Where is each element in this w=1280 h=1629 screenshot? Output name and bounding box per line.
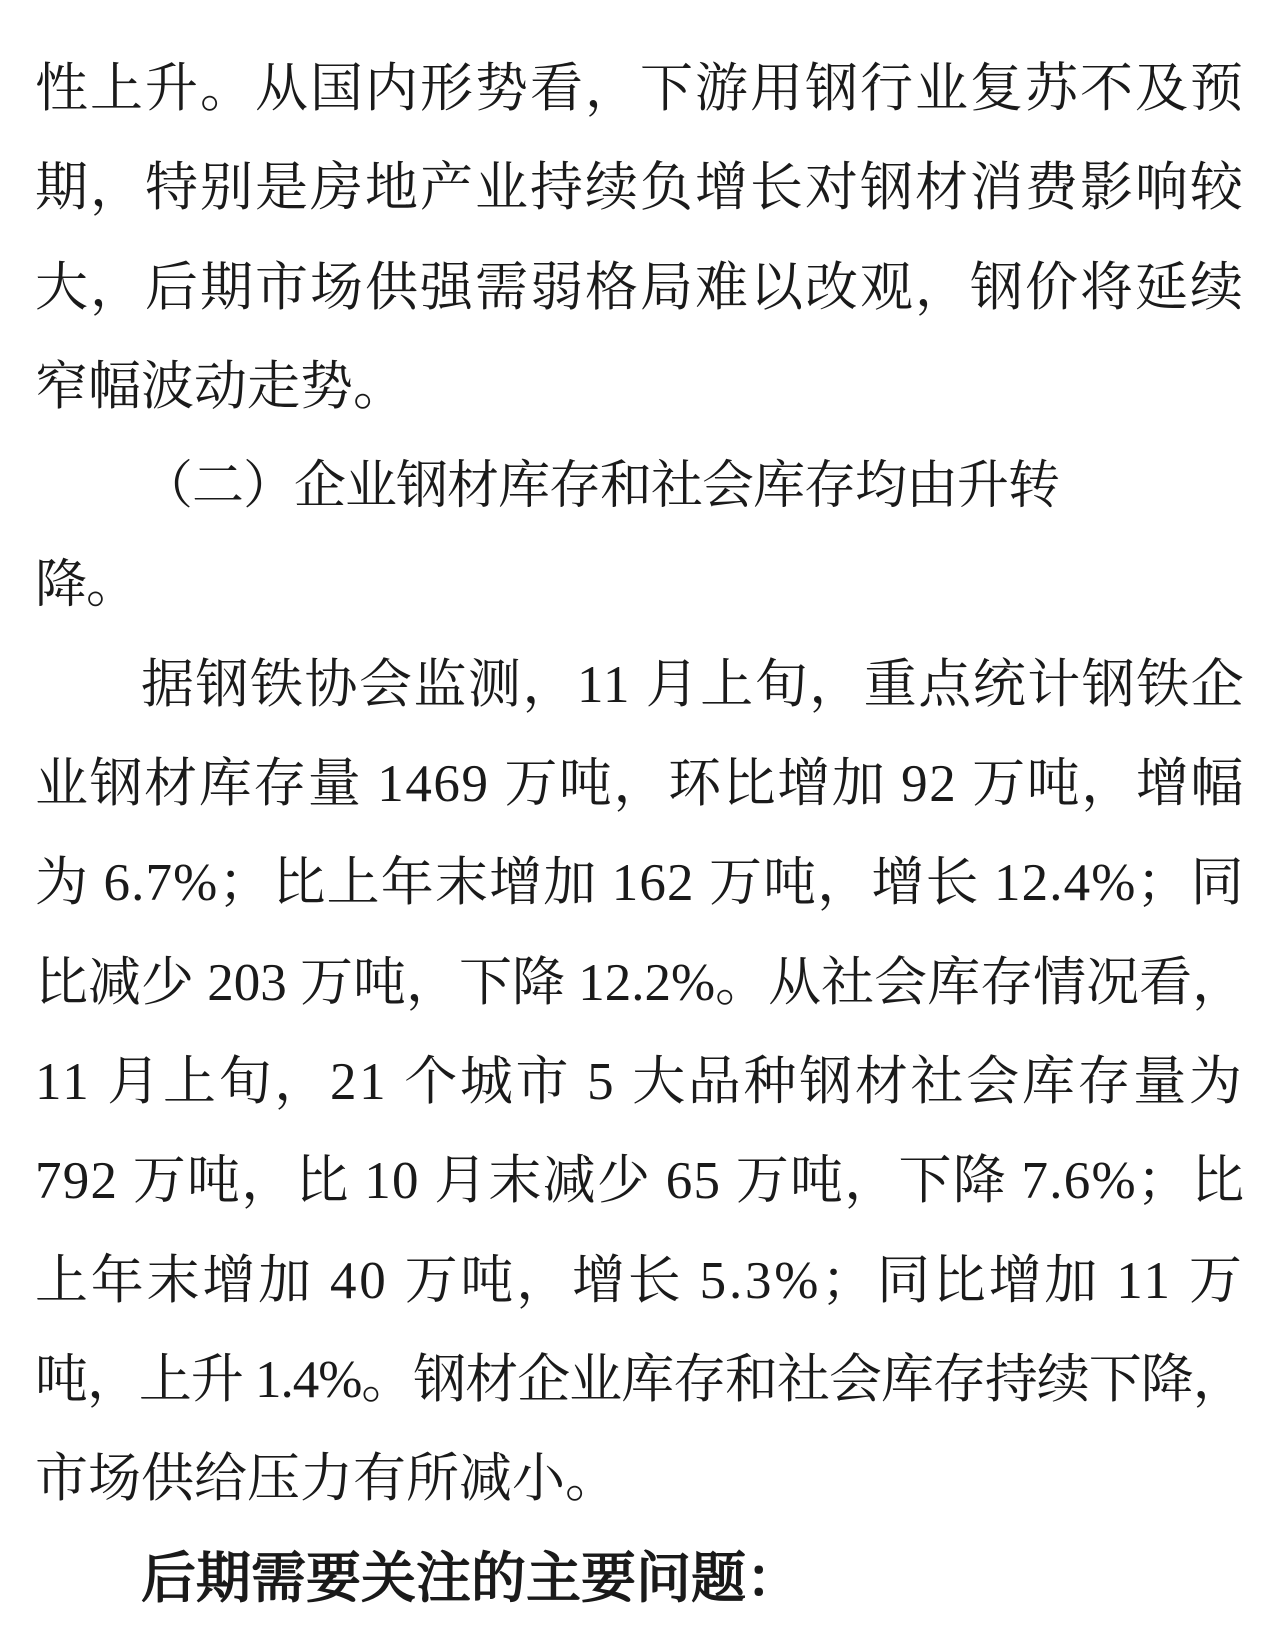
body-text-line: [35, 1430, 1245, 1529]
text-run: 业钢材库存量 1469 万吨，环比增加 92 万吨，增幅: [35, 755, 1245, 814]
document-body: [35, 40, 1245, 1629]
body-text-line: [35, 735, 1245, 834]
body-text-line: [35, 1132, 1245, 1231]
section-heading-line: [35, 1529, 1245, 1628]
body-text-line: [35, 1331, 1245, 1430]
body-text-line: [35, 636, 1245, 735]
subheading-line: [35, 536, 1245, 635]
body-text-line: [35, 40, 1245, 139]
body-text-line: [35, 834, 1245, 933]
body-text-line: [35, 338, 1245, 437]
body-text-line: [35, 934, 1245, 1033]
body-text-line: [35, 1232, 1245, 1331]
text-run: 大，后期市场供强需弱格局难以改观，钢价将延续: [35, 258, 1245, 317]
text-run: 期，特别是房地产业持续负增长对钢材消费影响较: [35, 159, 1245, 218]
text-run: 市场供给压力有所减小。: [35, 1450, 618, 1509]
text-run: （二）企业钢材库存和社会库存均由升转: [141, 458, 1060, 516]
text-run: 据钢铁协会监测，11 月上旬，重点统计钢铁企: [141, 655, 1246, 714]
text-run: 上年末增加 40 万吨，增长 5.3%；同比增加 11 万: [35, 1251, 1245, 1310]
text-run: 吨，上升 1.4%。钢材企业库存和社会库存持续下降，: [35, 1350, 1245, 1409]
text-run: 后期需要关注的主要问题：: [141, 1547, 802, 1610]
text-run: 为 6.7%；比上年末增加 162 万吨，增长 12.4%；同: [35, 854, 1245, 913]
body-text-line: [35, 1033, 1245, 1132]
subheading-line: [35, 437, 1245, 536]
text-run: 性上升。从国内形势看，下游用钢行业复苏不及预: [35, 60, 1245, 118]
text-run: 降。: [35, 557, 138, 615]
body-text-line: [35, 239, 1245, 338]
text-run: 比减少 203 万吨，下降 12.2%。从社会库存情况看，: [35, 953, 1246, 1012]
text-run: 窄幅波动走势。: [35, 357, 406, 416]
text-run: 792 万吨，比 10 月末减少 65 万吨，下降 7.6%；比: [35, 1152, 1246, 1211]
text-run: 11 月上旬，21 个城市 5 大品种钢材社会库存量为: [35, 1052, 1245, 1111]
body-text-line: [35, 139, 1245, 238]
